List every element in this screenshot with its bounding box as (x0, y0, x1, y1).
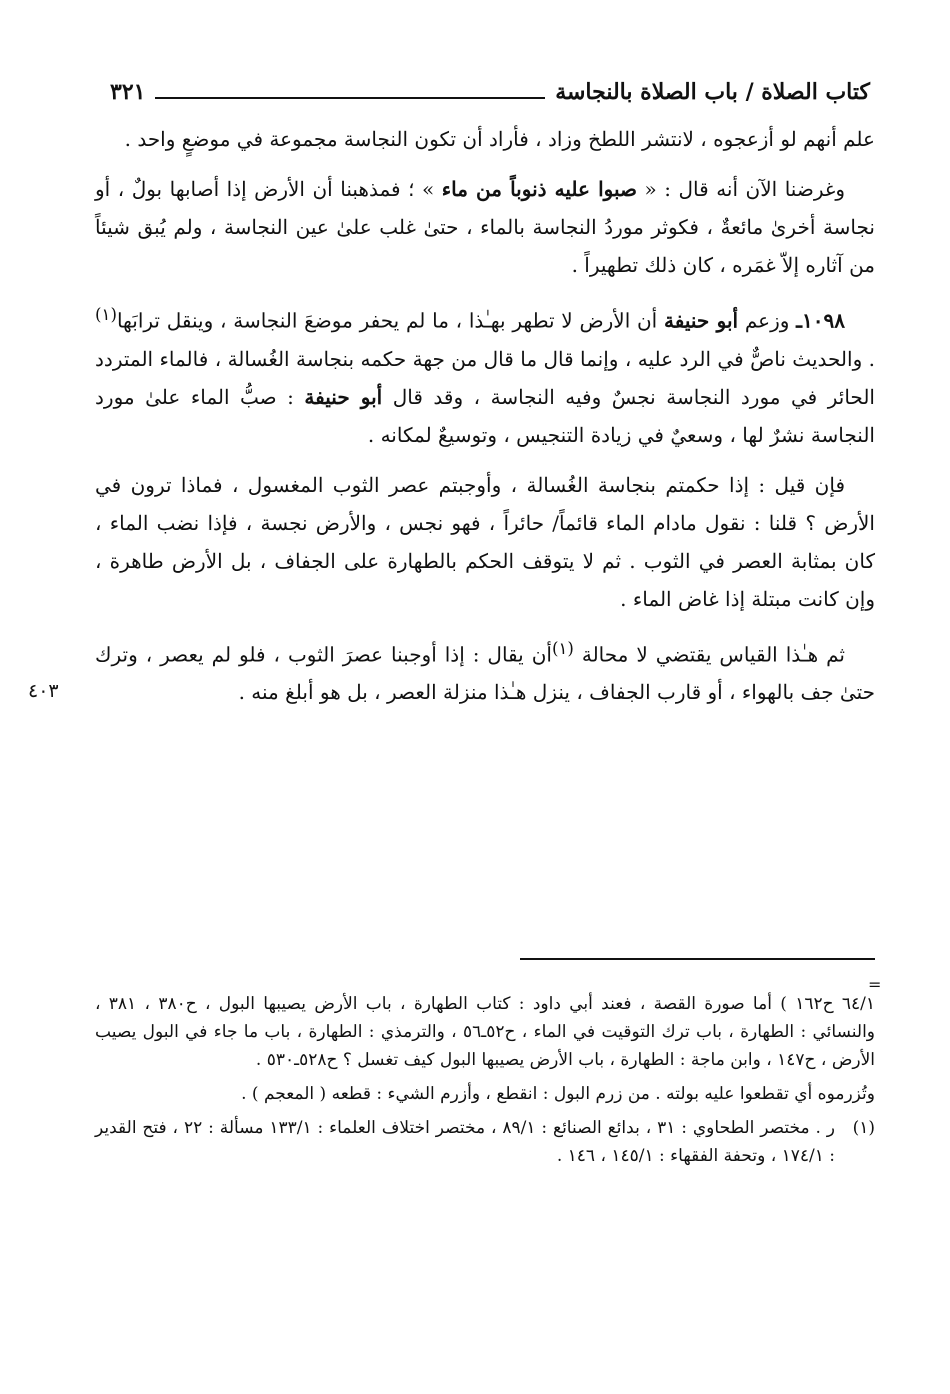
paragraph-3-part-a: وزعم (738, 308, 797, 333)
paragraph-3-part-c: . والحديث ناصٌّ في الرد عليه ، وإنما قال ما قال من جهة حكمه بنجاسة الغُسالة ، فالماء المتردد الحائر في مورد النجاسة نجسٌ وفيه النجاسة ، وقد قال (95, 346, 875, 409)
paragraph-5-rest: أن يقال : إذا أوجبنا عصرَ الثوب ، فلو لم يعصر ، وترك حتىٰ جف بالهواء ، أو قارب الجفاف ، ينزل هـٰذا منزلة العصر ، بل هو أبلغ منه . (95, 642, 875, 705)
continuation-mark: = (868, 975, 882, 994)
paragraph-2 (95, 170, 875, 284)
page-header (110, 72, 870, 112)
footnote-ref: (١) (95, 305, 117, 324)
margin-page-number: ٤٠٣ (28, 680, 59, 702)
paragraph-3-part-d: : صبُّ الماء علىٰ مورد النجاسة نشرٌ لها ، وسعيٌ في زيادة التنجيس ، وتوسيعٌ لمكانه . (95, 384, 875, 447)
paragraph-4: فإن قيل : إذا حكمتم بنجاسة الغُسالة ، وأوجبتم عصر الثوب المغسول ، فماذا ترون في الأرض ؟ قلنا : نقول مادام الماء قائماً/ حائراً ، فهو نجس ، والأرض نجسة ، فإذا نضب الماء ، كان بمثابة العصر في الثوب . ثم لا يتوقف الحكم بالطهارة على الجفاف ، بل الأرض طاهرة ، وإن كانت مبتلة إذا غاض الماء . (95, 472, 875, 611)
scholar-name: أبو حنيفة (304, 384, 383, 409)
paragraph-5-start: ثم هـٰذا القياس يقتضي لا محالة (573, 642, 845, 667)
scholar-name: أبو حنيفة (664, 308, 739, 333)
footnote-1 (95, 1114, 875, 1170)
footnote-ref: (١) (551, 638, 574, 658)
footnote-marker: (١) (852, 1118, 875, 1138)
footnote-text: ر . مختصر الطحاوي : ٣١ ، بدائع الصنائع : ٨٩/١ ، مختصر اختلاف العلماء : ١٣٣/١ مسألة : ٢٢ ، فتح القدير : ١٧٤/١ ، وتحفة الفقهاء : ١٤٥/١ ، ١٤٦ . (95, 1118, 836, 1166)
page-number: ٣٢١ (110, 79, 146, 105)
paragraph-5 (95, 630, 875, 712)
paragraph-3 (95, 296, 875, 454)
header-rule (155, 97, 545, 99)
footnote-continuation-1: ٦٤/١ ح١٦٢ ) أما صورة القصة ، فعند أبي داود : كتاب الطهارة ، باب الأرض يصيبها البول ، ح٣٨٠ ، ٣٨١ ، والنسائي : الطهارة ، باب ترك التوقيت في الماء ، ح٥٢ـ٥٦ ، والترمذي : الطهارة ، باب ما جاء في البول يصيب الأرض ، ح١٤٧ ، وابن ماجة : الطهارة ، باب الأرض يصيبها البول كيف تغسل ؟ ح٥٢٨ـ٥٣٠ . (95, 994, 875, 1070)
footnote-continuation-2: وتُزرموه أي تقطعوا عليه بولته . من زرم البول : انقطع ، وأزرم الشيء : قطعه ( المعجم ) . (241, 1084, 875, 1104)
hadith-quote: صبوا عليه ذنوباً من ماء (441, 177, 637, 201)
paragraph-2-start: وغرضنا الآن أنه قال : « (637, 177, 845, 201)
footnotes (95, 990, 875, 1170)
footnote-separator (520, 958, 875, 960)
paragraph-2-rest: » ؛ فمذهبنا أن الأرض إذا أصابها بولٌ ، أو نجاسة أخرىٰ مائعةٌ ، فكوثر موردُ النجاسة بالماء ، حتىٰ غلب علىٰ عين النجاسة ، ولم يُبق شيئاً من آثاره إلاّ غمَره ، كان ذلك تطهيراً . (95, 177, 875, 277)
paragraph-1: علم أنهم لو أزعجوه ، لانتشر اللطخ وزاد ، فأراد أن تكون النجاسة مجموعة في موضعٍ واحد . (124, 127, 875, 151)
paragraph-3-part-b: أن الأرض لا تطهر بهـٰذا ، ما لم يحفر موضعَ النجاسة ، وينقل ترابَها (116, 308, 664, 333)
main-text (95, 120, 875, 723)
section-number: ١٠٩٨ـ (796, 308, 845, 333)
running-title: كتاب الصلاة / باب الصلاة بالنجاسة (555, 79, 870, 105)
